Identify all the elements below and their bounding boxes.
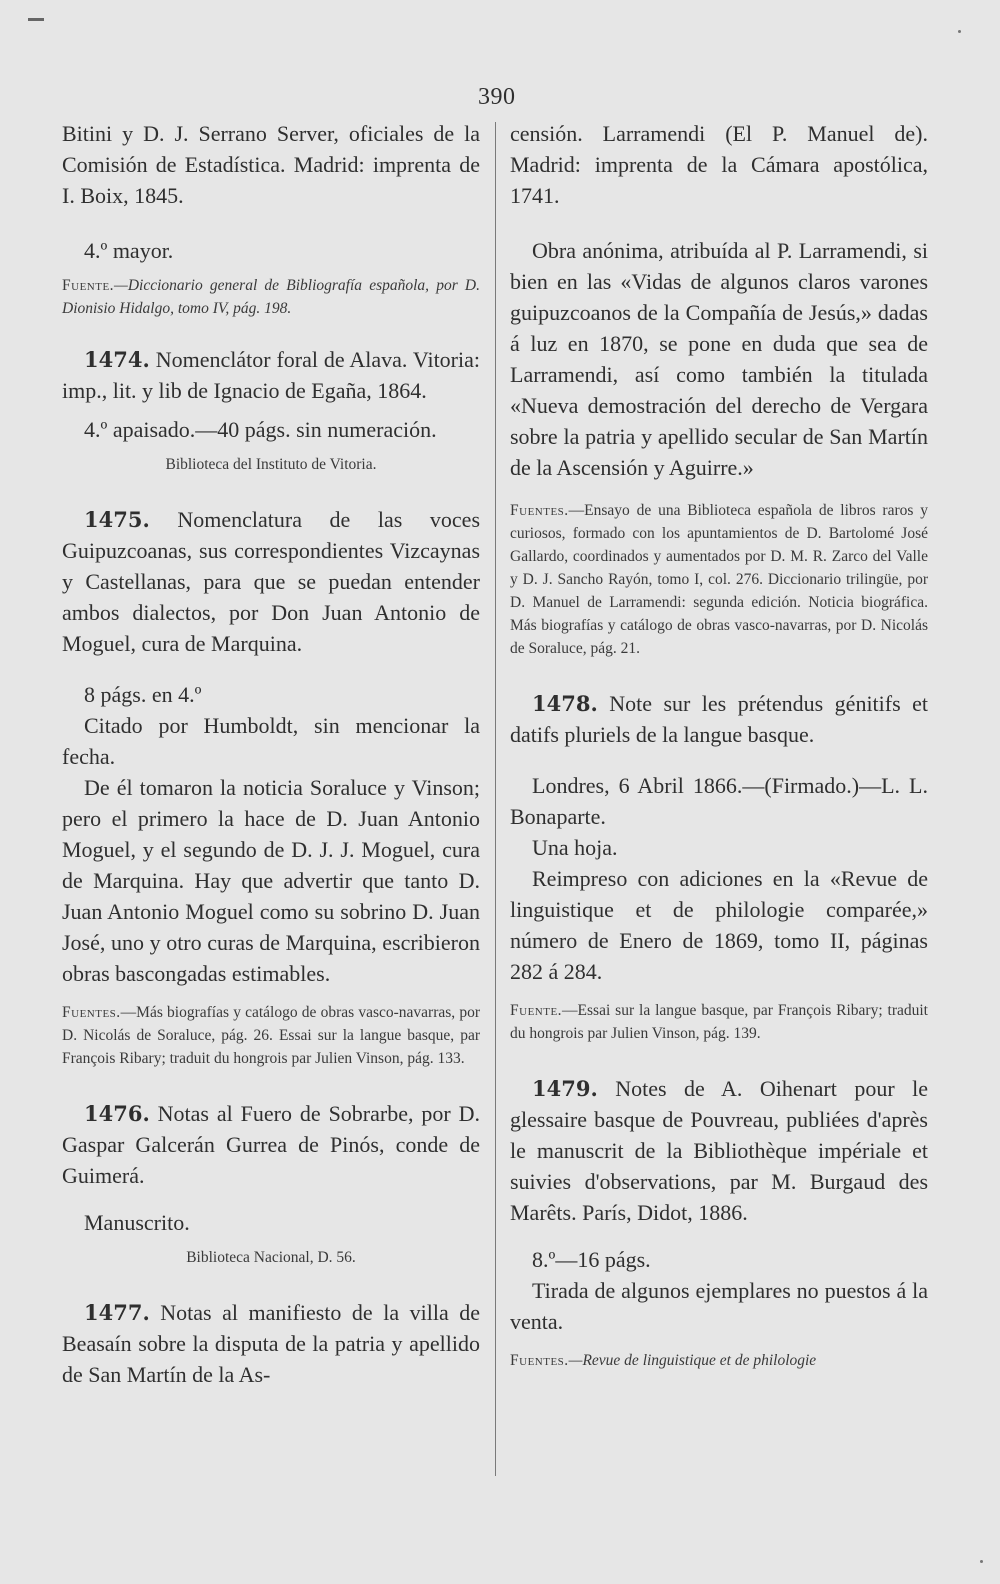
entry-format: 4.º apaisado.—40 págs. sin numeración. bbox=[84, 417, 437, 442]
entry-1477 bbox=[62, 1297, 480, 1390]
entry-number: 1478. bbox=[532, 691, 598, 716]
entry-1479 bbox=[510, 1073, 928, 1228]
entry-1475 bbox=[62, 504, 480, 659]
entry-title: Note sur les prétendus génitifs et datifs pluriels de la langue basque. bbox=[510, 691, 928, 747]
entry-sources bbox=[510, 1349, 928, 1372]
entry-title: Notes de A. Oihenart pour le glessaire basque de Pouvreau, publiées d'après le manuscrit de la Bibliothèque impériale et suivies d'observations, par M. Burgaud des Marêts. París, Didot, 1886. bbox=[510, 1076, 929, 1225]
entry-number: 1479. bbox=[532, 1076, 598, 1101]
entry-note: Reimpreso con adiciones en la «Revue de linguistique et de philologie comparée,» número de Enero de 1869, tomo II, páginas 282 á 284. bbox=[510, 866, 928, 984]
entry-number: 1477. bbox=[84, 1300, 150, 1325]
entry-note: De él tomaron la noticia Soraluce y Vinson; pero el primero la hace de D. Juan Antonio Moguel, y el segundo de D. J. J. Moguel, cura de Marquina. Hay que advertir que tanto D. Juan Antonio Moguel como su sobrino D. Juan José, uno y otro curas de Marquina, escribieron obras bascongadas estimables. bbox=[62, 775, 480, 986]
entry-title: Notas al Fuero de Sobrarbe, por D. Gaspar Galcerán Gurrea de Pinós, conde de Guimerá. bbox=[62, 1101, 480, 1188]
source-text: —Diccionario general de Bibliografía española, por D. Dionisio Hidalgo, tomo IV, pág. 198. bbox=[62, 277, 480, 317]
page-number: 390 bbox=[478, 84, 516, 110]
entry-place: Londres, 6 Abril 1866.—(Firmado.)—L. L. Bonaparte. bbox=[510, 773, 928, 829]
entry-title: Notas al manifiesto de la villa de Beasaín sobre la disputa de la patria y apellido de San Martín de la As- bbox=[62, 1300, 481, 1387]
entry-format: Una hoja. bbox=[532, 835, 618, 860]
entry-source bbox=[62, 274, 480, 320]
entry-1474 bbox=[62, 344, 480, 406]
entry-sources bbox=[62, 1001, 480, 1070]
sources-text: —Más biografías y catálogo de obras vasco-navarras, por D. Nicolás de Soraluce, pág. 26. Essai sur la langue basque, par François Ribary; traduit du hongrois par Julien Vinson, pág. 133. bbox=[62, 1004, 480, 1067]
scan-mark bbox=[28, 18, 44, 21]
sources-text: —Revue de linguistique et de philologie bbox=[568, 1352, 817, 1369]
entry-format: 8.º—16 págs. bbox=[532, 1247, 651, 1272]
entry-number: 1474. bbox=[84, 347, 150, 372]
entry-note: Obra anónima, atribuída al P. Larramendi, si bien en las «Vidas de algunos claros varones guipuzcoanos de la Compañía de Jesús,» dadas á luz en 1870, se pone en duda que sea de Larramendi, así como también la titulada «Nueva demostración del derecho de Vergara sobre la patria y apellido secular de San Martín de la Ascensión y Aguirre.» bbox=[510, 238, 928, 480]
entry-note: Tirada de algunos ejemplares no puestos á la venta. bbox=[510, 1278, 928, 1334]
entry-continuation-text: Bitini y D. J. Serrano Server, oficiales de la Comisión de Estadística. Madrid: imprenta de I. Boix, 1845. bbox=[62, 121, 480, 208]
source-label: Fuente. bbox=[62, 277, 115, 294]
entry-1478 bbox=[510, 688, 928, 750]
entry-source bbox=[510, 999, 928, 1045]
column-divider bbox=[495, 122, 496, 1476]
scan-speck bbox=[958, 30, 961, 33]
right-column bbox=[510, 118, 928, 1372]
entry-format: 8 págs. en 4.º bbox=[84, 682, 202, 707]
sources-label: Fuentes. bbox=[510, 1352, 569, 1369]
entry-note: Citado por Humboldt, sin mencionar la fecha. bbox=[62, 713, 480, 769]
entry-title: Nomenclatura de las voces Guipuzcoanas, sus correspondientes Vizcaynas y Castellanas, para que se puedan entender ambos dialectos, por Don Juan Antonio de Moguel, cura de Marquina. bbox=[62, 507, 481, 656]
entry-number: 1476. bbox=[84, 1101, 150, 1126]
entry-title: Nomenclátor foral de Alava. Vitoria: imp., lit. y lib de Ignacio de Egaña, 1864. bbox=[62, 347, 481, 403]
sources-text: —Ensayo de una Biblioteca española de libros raros y curiosos, formado con los apuntamientos de D. Bartolomé José Gallardo, coordinados y aumentados por D. M. R. Zarco del Valle y D. J. Sancho Rayón, tomo I, col. 276. Diccionario trilingüe, por D. Manuel de Larramendi: segunda edición. Noticia biográfica. Más biografías y catálogo de obras vasco-navarras, por D. Nicolás de Soraluce, pág. 21. bbox=[510, 502, 928, 657]
source-label: Fuente. bbox=[510, 1002, 563, 1019]
entry-format: 4.º mayor. bbox=[84, 238, 174, 263]
entry-library: Biblioteca Nacional, D. 56. bbox=[186, 1249, 356, 1266]
entry-library: Biblioteca del Instituto de Vitoria. bbox=[165, 456, 377, 473]
sources-label: Fuentes. bbox=[62, 1004, 121, 1021]
scan-speck bbox=[980, 1560, 983, 1563]
entry-sources bbox=[510, 499, 928, 660]
source-text: —Essai sur la langue basque, par François Ribary; traduit du hongrois par Julien Vinson, pág. 139. bbox=[510, 1002, 928, 1042]
entry-format: Manuscrito. bbox=[84, 1210, 190, 1235]
entry-continuation-text: censión. Larramendi (El P. Manuel de). Madrid: imprenta de la Cámara apostólica, 1741. bbox=[510, 121, 928, 208]
sources-label: Fuentes. bbox=[510, 502, 569, 519]
entry-1476 bbox=[62, 1098, 480, 1191]
left-column bbox=[62, 118, 480, 1390]
entry-number: 1475. bbox=[84, 507, 150, 532]
